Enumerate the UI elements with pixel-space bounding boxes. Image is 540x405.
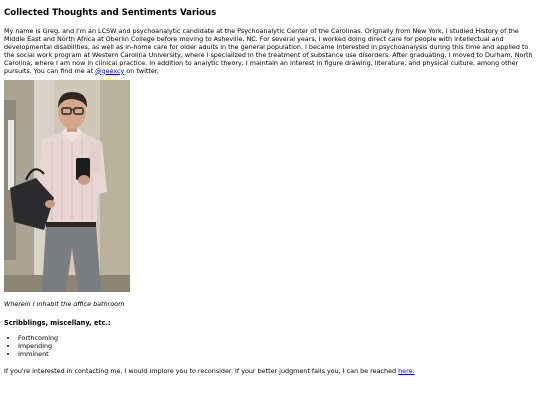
list-item: • Forthcoming xyxy=(18,335,534,343)
page-title: Collected Thoughts and Sentiments Various xyxy=(4,8,217,18)
scribblings-heading: Scribblings, miscellany, etc.: xyxy=(4,319,111,328)
contact-paragraph xyxy=(4,367,534,375)
bio-paragraph xyxy=(4,28,536,75)
bio-text-end: on twitter. xyxy=(124,66,159,75)
contact-link[interactable]: here. xyxy=(398,367,415,376)
page-content xyxy=(4,8,534,375)
bio-text: My name is Greg, and I'm an LCSW and psychoanalytic candidate at the Psychoanalytic Center of the Carolinas. Orignally from New York, I studied History of the Middle East and North Africa at Oberlin College before moving to Asheville, NC. For several years, I worked doing direct care for people with intellectual and developmental disabilities, as well as in-home care for older adults in the general population. I became interested in psychoanalysis during this time and applied to the social work program at Western Carolina University, where I specialized in the treatment of substance use disorders. After graduating, I moved to Durham, North Carolina, where I am now in clinical practice. In addition to analytic theory, I maintain an interest in figure drawing, literature, and physical culture, among other pursuits. You can find me at xyxy=(4,27,533,75)
scribblings-list xyxy=(4,335,534,359)
profile-photo xyxy=(4,80,130,292)
contact-text: If you're interested in contacting me, I would implore you to reconsider. If your better judgment fails you, I can be reached xyxy=(4,367,399,376)
photo-caption: Wherein I inhabit the office bathroom xyxy=(4,300,125,309)
list-item: • Imminent xyxy=(18,351,534,359)
list-item: • Impending xyxy=(18,343,534,351)
twitter-handle-link[interactable]: @geexcy xyxy=(95,66,125,75)
